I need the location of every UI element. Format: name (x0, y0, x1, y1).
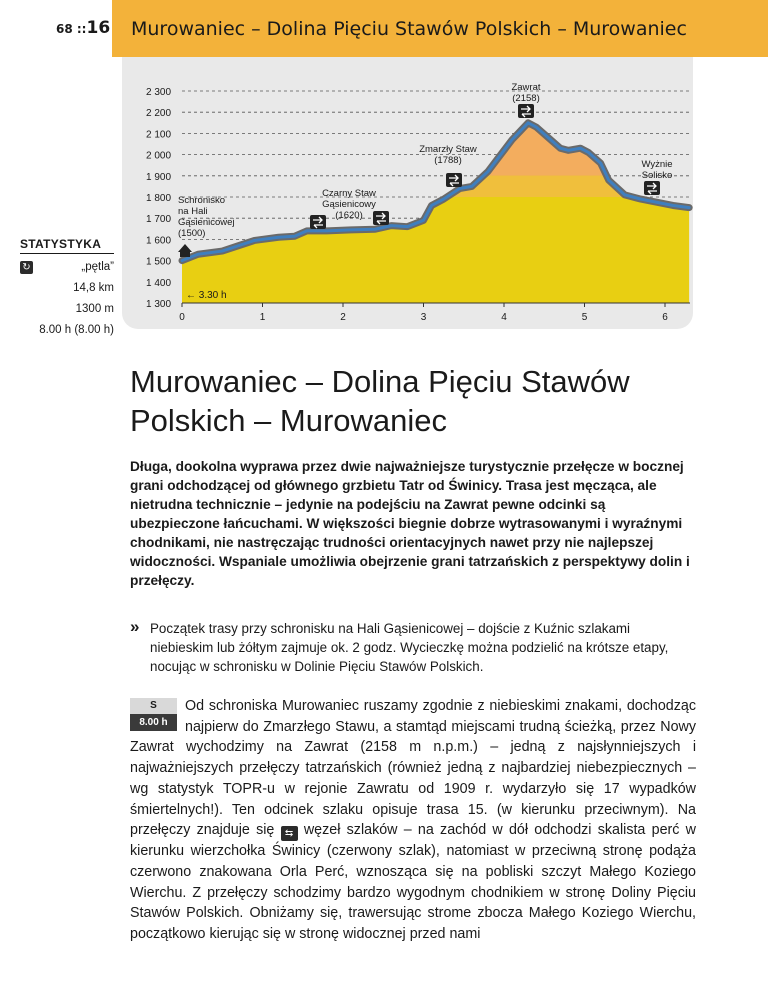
junction-marker-icon (373, 211, 389, 225)
body-text-1: Od schroniska Murowaniec ruszamy zgodnie z niebieskimi znakami, dochodząc najpierw do Zmarzłego Stawu, a stamtąd miejscami trudną ścieżką, przez Nowy Zawrat wychodzimy na Zawrat (2158 m n.p.m.) – jedną z najsłynniejszych i najważniejszych przełęczy tatrzańskich (również jedną z najbardziej niebezpiecznych – wg statystyk TOPR-u w rejonie Zawratu od 1909 r. wydarzyło się 17 wypadków śmiertelnych!). Ten odcinek szlaku opisuje trasa 15. (w kierunku przeciwnym). Na przełęczy znajduje się (130, 698, 696, 839)
waypoint-label: na Hali (178, 206, 208, 217)
body-text-2: węzeł szlaków – na zachód w dół odchodzi skalista perć w kierunku wierzchołka Świnicy (czerwony szlak), natomiast w przeciwną stronę podąża czerwono znakowana Orla Perć, wznosząca się na pobliski szczyt Małego Koziego Wierchu. Z przełęczy schodzimy bardzo wygodnym chodnikiem w stronę Doliny Pięciu Stawów Polskich. Obniżamy się, trawersując strome zbocza Małego Koziego Wierchu, początkowo kierując się w stronę widocznej przed nami (130, 822, 696, 943)
time-tag-label: S (130, 698, 177, 714)
stat-time (20, 321, 114, 342)
junction-marker-icon (644, 181, 660, 195)
y-tick-label: 2 000 (146, 150, 172, 162)
waypoint-label: Schronisko (178, 195, 225, 206)
stat-loop (20, 258, 114, 279)
waypoint-label: Gąsienicowy (322, 199, 376, 210)
waypoint-label: (2158) (512, 93, 540, 104)
statistics-title: STATYSTYKA (20, 237, 114, 254)
y-tick-label: 2 300 (146, 87, 172, 98)
lead-paragraph: Długa, dookolna wyprawa przez dwie najważniejsze turystycznie przełęcze w bocznej grani odchodzącej od głównego grzbietu Tatr od Świnicy. Trasa jest męcząca, ale nietrudna technicznie – jedynie na podejściu na Zawrat pewne odcinki są ubezpieczone łańcuchami. W większości biegnie dobrze wytrasowanymi i wyraźnymi chodnikami, nie nastręczając trudności orientacyjnych nawet przy nie najlepszej widoczności. Wspaniale umożliwia obejrzenie grani tatrzańskich z perspektywy dolin i przełęczy. (130, 459, 690, 588)
junction-icon: ⇆ (281, 826, 298, 841)
distance-icon (20, 282, 33, 295)
elevation-profile-chart (0, 0, 768, 340)
stat-elevation (20, 300, 114, 321)
intro-paragraph (130, 619, 695, 676)
route-number: 16 (86, 18, 111, 38)
time-tag (130, 698, 177, 733)
waypoint-label: (1500) (178, 228, 206, 239)
x-tick-label: 2 (340, 312, 346, 323)
elevation-icon (20, 303, 33, 316)
x-tick-label: 3 (420, 312, 427, 323)
time-icon (20, 324, 33, 337)
body-paragraph (130, 696, 696, 945)
loop-icon: ↻ (20, 261, 33, 274)
junction-marker-icon (518, 104, 534, 118)
waypoint-label: Wyżnie (641, 159, 673, 170)
stat-distance (20, 279, 114, 300)
y-tick-label: 1 300 (146, 299, 172, 310)
waypoint-label: Zmarzły Staw (419, 144, 477, 155)
time-label: ← 3.30 h (186, 290, 227, 301)
x-tick-label: 5 (581, 312, 588, 323)
junction-marker-icon (310, 215, 326, 229)
x-tick-label: 0 (179, 312, 185, 323)
y-tick-label: 1 500 (146, 256, 172, 268)
double-chevron-icon: » (130, 617, 140, 636)
waypoint-label: Zawrat (511, 82, 541, 93)
junction-marker-icon (446, 173, 462, 187)
x-tick-label: 6 (662, 312, 668, 323)
y-tick-label: 1 900 (146, 171, 172, 183)
stat-loop-value: „pętla” (81, 261, 114, 273)
stat-elevation-value: 1300 m (75, 303, 114, 315)
stat-distance-value: 14,8 km (73, 282, 114, 294)
waypoint-label: (1620) (335, 210, 363, 221)
y-tick-label: 2 200 (146, 108, 172, 120)
y-tick-label: 1 600 (146, 235, 172, 247)
waypoint-label: (1788) (434, 155, 462, 166)
x-tick-label: 1 (259, 312, 266, 323)
y-tick-label: 1 400 (146, 277, 172, 289)
hut-marker-icon (178, 244, 192, 257)
waypoint-label: Czarny Staw (322, 188, 376, 199)
waypoint-label: Solisko (641, 170, 673, 181)
article-title: Murowaniec – Dolina Pięciu Stawów Polskich – Murowaniec (130, 364, 630, 438)
waypoint-label: Gąsienicowej (178, 217, 235, 228)
running-title: Murowaniec – Dolina Pięciu Stawów Polskich – Murowaniec (131, 18, 687, 40)
stat-time-value: 8.00 h (8.00 h) (39, 324, 114, 336)
intro-text-1: Początek trasy przy schronisku na Hali Gąsienicowej – (150, 621, 479, 636)
intro-text-2: dojście z Kuźnic szlakami niebieskim lub żółtym zajmuje ok. 2 godz. Wycieczkę można podzielić na krótsze etapy, nocując w schronisku w Dolinie Pięciu Stawów Polskich. (150, 621, 669, 674)
x-tick-label: 4 (501, 312, 507, 323)
time-tag-value: 8.00 h (130, 714, 177, 731)
y-tick-label: 2 100 (146, 129, 172, 141)
statistics-box (20, 237, 114, 342)
y-tick-label: 1 800 (146, 193, 172, 204)
page-prefix: 68 :: (56, 22, 87, 36)
y-tick-label: 1 700 (146, 214, 172, 226)
